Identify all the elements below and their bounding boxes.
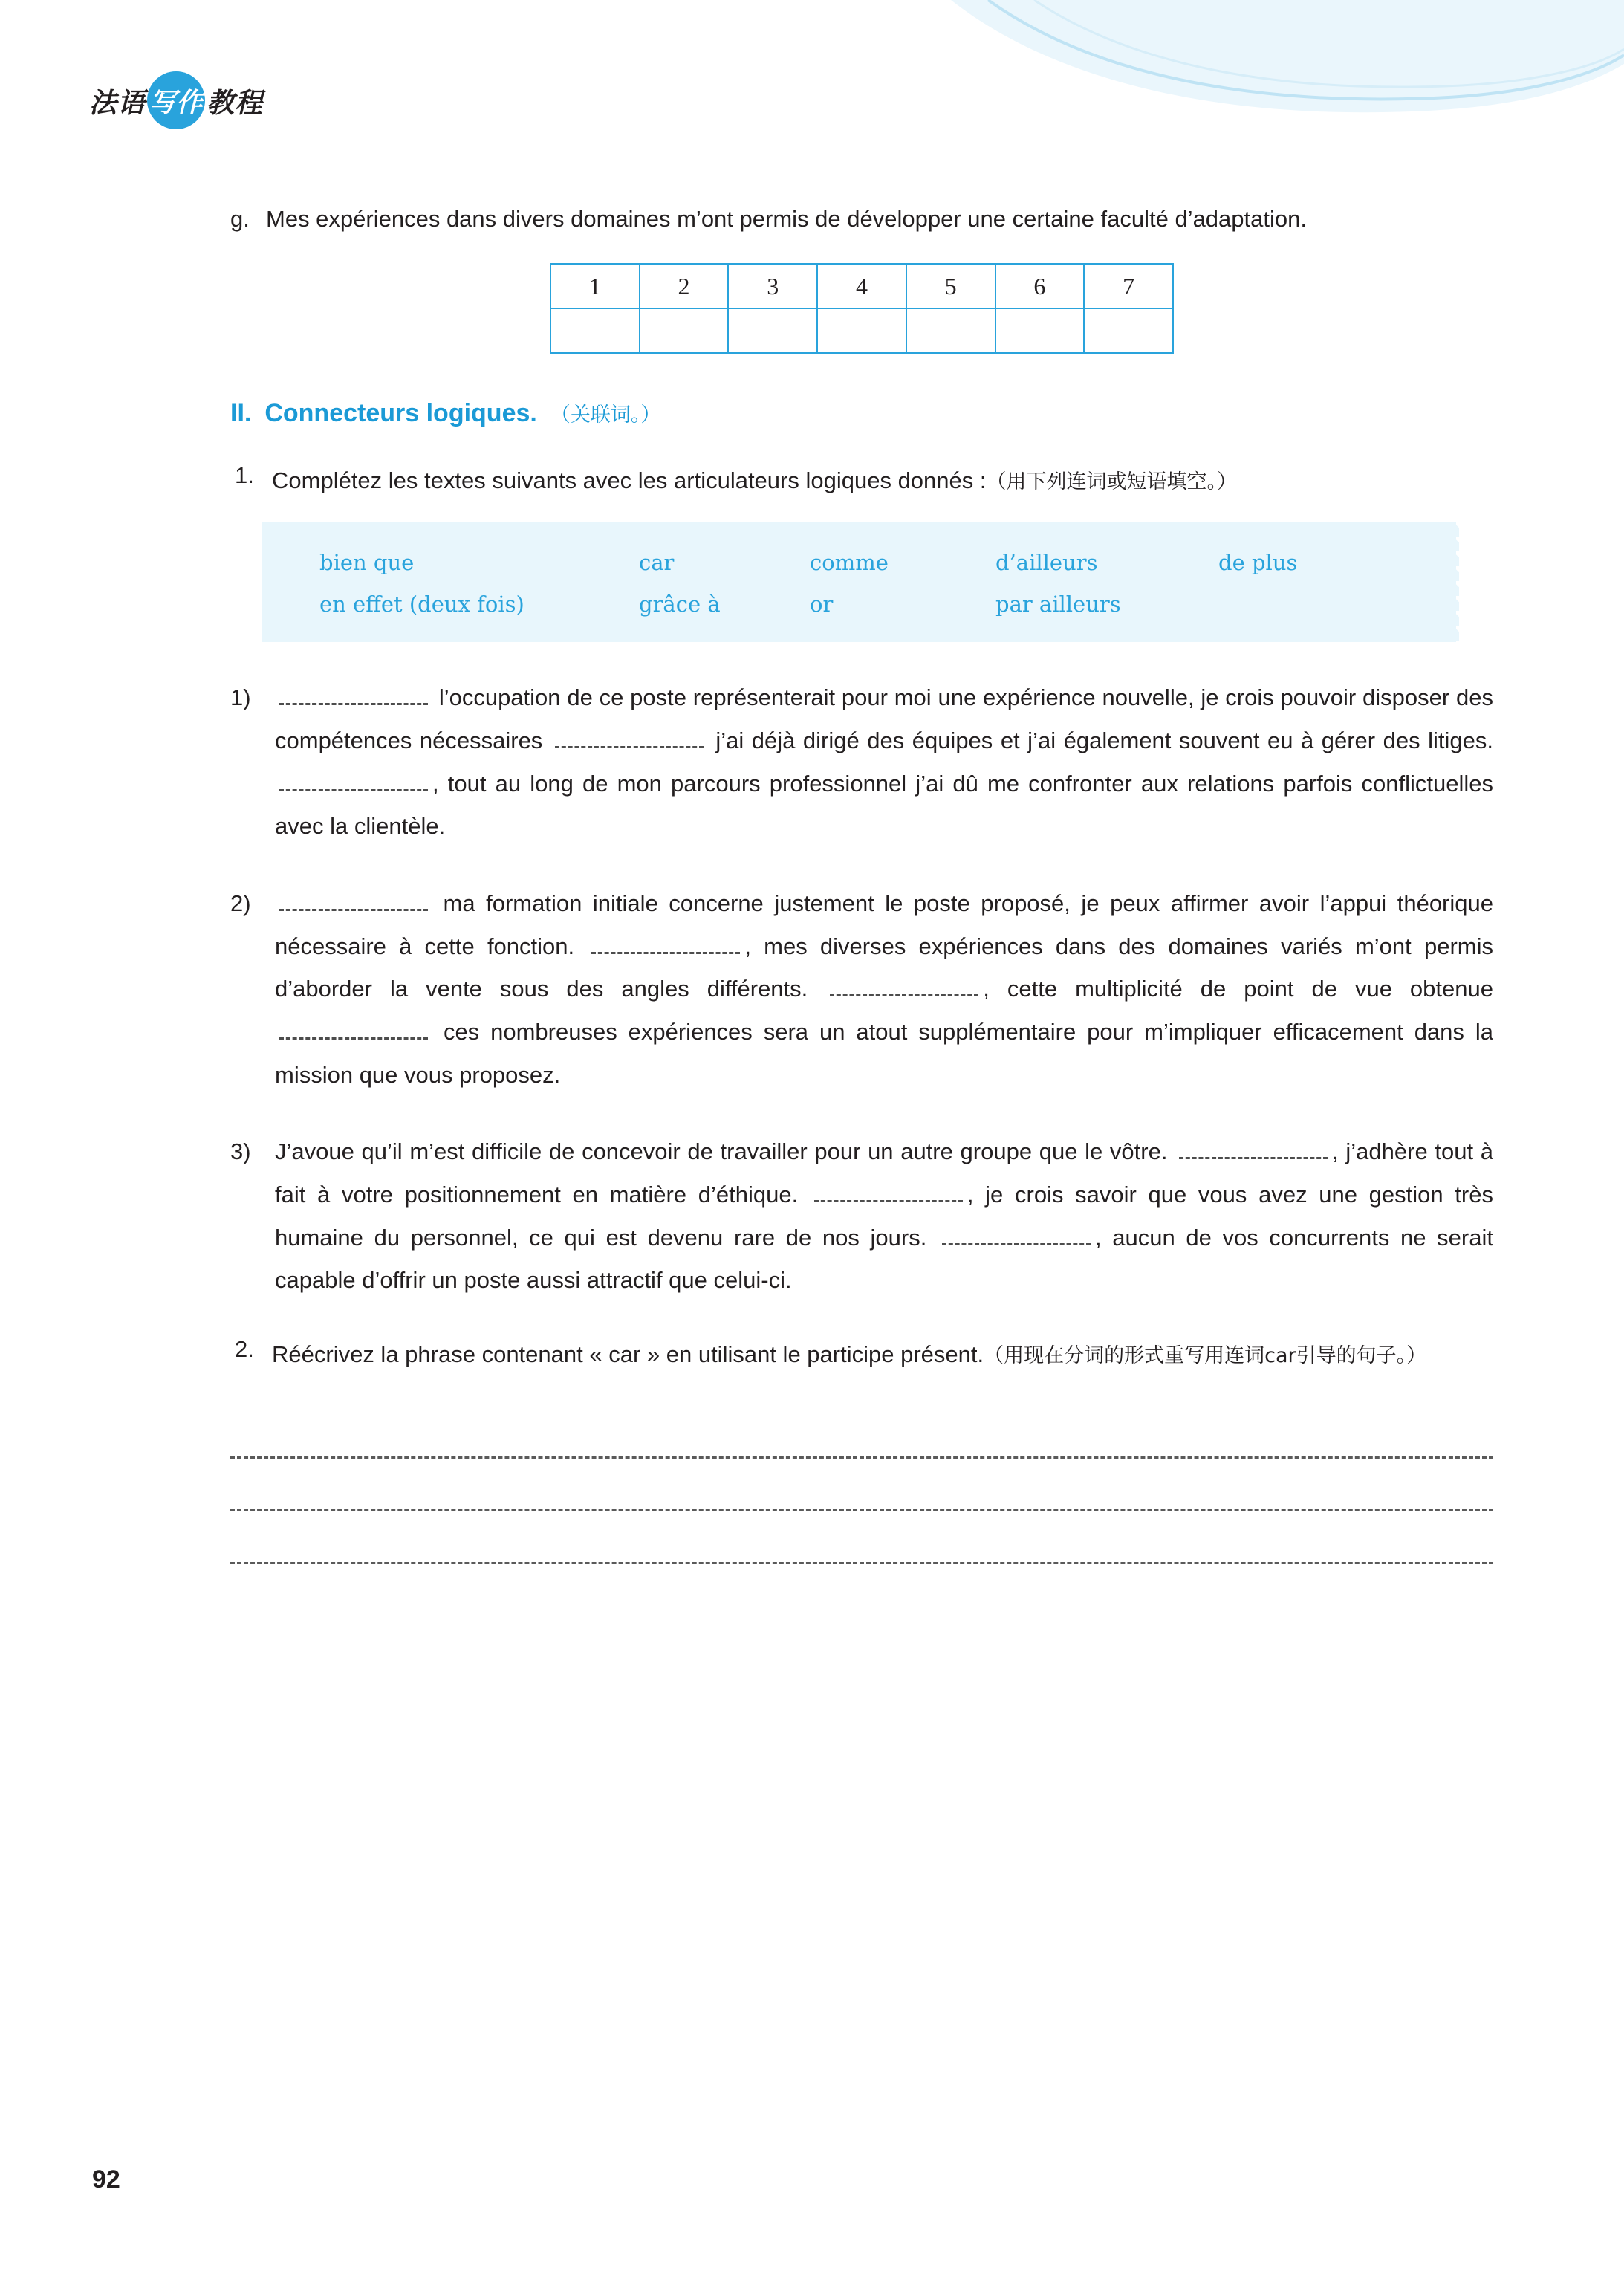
exercise-2-number: 2.	[235, 1335, 254, 1362]
fill-blank-input[interactable]	[555, 731, 704, 748]
table-cell-answer[interactable]	[550, 308, 640, 353]
answer-line[interactable]	[230, 1511, 1493, 1564]
exercise-1-title-chinese: （用下列连词或短语填空。）	[986, 470, 1237, 494]
item-g-marker: g.	[230, 206, 250, 232]
book-title-part2: 教程	[207, 87, 263, 119]
word-bank-row	[262, 550, 1459, 575]
word-bank-item[interactable]: car	[639, 550, 675, 576]
table-cell-answer[interactable]	[1084, 308, 1173, 353]
running-header	[89, 67, 263, 134]
table-cell-answer[interactable]	[817, 308, 906, 353]
fill-blank-input[interactable]	[1179, 1142, 1328, 1159]
exercise-1-number: 1.	[235, 462, 254, 489]
table-cell-number: 4	[817, 264, 906, 308]
fill-blank-input[interactable]	[814, 1185, 963, 1202]
table-row-answers	[550, 308, 1173, 353]
word-bank-item[interactable]: comme	[810, 550, 889, 576]
word-bank-item[interactable]: de plus	[1218, 550, 1298, 576]
item-g-text: Mes expériences dans divers domaines m’ont permis de développer une certaine faculté d’adaptation.	[266, 206, 1307, 232]
word-bank-item[interactable]: bien que	[319, 550, 415, 576]
fill-blank-item-3-seg1: J’avoue qu’il m’est difficile de concevoir de travailler pour un autre groupe que le vôtre.	[275, 1138, 1168, 1165]
table-cell-answer[interactable]	[906, 308, 995, 353]
book-title-part1: 法语	[89, 87, 146, 119]
word-bank-item[interactable]: grâce à	[639, 591, 721, 617]
word-bank-item[interactable]: d’ailleurs	[995, 550, 1098, 576]
exercise-1-title-block	[272, 462, 1493, 499]
table-cell-answer[interactable]	[728, 308, 817, 353]
table-cell-answer[interactable]	[640, 308, 729, 353]
fill-blank-item-1-number: 1)	[230, 684, 251, 711]
section-number: II.	[230, 399, 252, 428]
fill-blank-item-3-seg3: , je crois savoir que vous avez une gestion très humaine du personnel, ce qui est devenu rare de nos jours.	[275, 1181, 1493, 1251]
fill-blank-input[interactable]	[830, 979, 978, 996]
section-title-chinese: （关联词。）	[550, 403, 661, 427]
exercise-2-title-block	[272, 1336, 1493, 1373]
exercise-item-g	[230, 201, 1493, 238]
page-content	[230, 201, 1493, 1564]
fill-blank-item-2-seg3: , mes diverses expériences dans des domaines variés m’ont permis d’aborder la vente sous des angles différents.	[275, 933, 1493, 1002]
section-heading	[230, 398, 1493, 428]
answer-number-table	[550, 263, 1174, 354]
fill-blank-input[interactable]	[279, 688, 428, 705]
table-cell-number: 6	[995, 264, 1085, 308]
fill-blank-input[interactable]	[591, 937, 740, 954]
answer-writing-area	[230, 1406, 1493, 1564]
table-row-numbers	[550, 264, 1173, 308]
fill-blank-item-3-number: 3)	[230, 1138, 251, 1165]
fill-blank-input[interactable]	[279, 894, 428, 911]
exercise-1-title: Complétez les textes suivants avec les articulateurs logiques donnés :	[272, 467, 987, 494]
book-title-badge	[147, 71, 205, 129]
word-bank-item[interactable]: or	[810, 591, 834, 617]
table-cell-answer[interactable]	[995, 308, 1085, 353]
section-title: Connecteurs logiques.	[264, 399, 537, 428]
exercise-2-title-chinese: （用现在分词的形式重写用连词car引导的句子。）	[984, 1343, 1427, 1367]
word-bank-row	[262, 591, 1459, 617]
fill-blank-input[interactable]	[279, 1022, 428, 1040]
word-bank-item[interactable]: par ailleurs	[995, 591, 1121, 617]
book-title-badge-label: 写作	[149, 87, 203, 118]
word-bank-item[interactable]	[1218, 591, 1441, 617]
table-cell-number: 3	[728, 264, 817, 308]
fill-blank-item-2	[230, 882, 1493, 1096]
page-number: 92	[92, 2165, 120, 2194]
fill-blank-input[interactable]	[942, 1228, 1091, 1245]
fill-blank-item-1-seg4: , tout au long de mon parcours professionnel j’ai dû me confronter aux relations parfois conflictuelles avec la clientèle.	[275, 770, 1493, 840]
word-bank-item[interactable]: en effet (deux fois)	[319, 591, 524, 617]
table-cell-number: 7	[1084, 264, 1173, 308]
exercise-2-title: Réécrivez la phrase contenant « car » en utilisant le participe présent.	[272, 1341, 984, 1367]
answer-line[interactable]	[230, 1459, 1493, 1511]
fill-blank-input[interactable]	[279, 774, 428, 791]
fill-blank-item-3	[230, 1130, 1493, 1302]
exercise-1	[230, 462, 1493, 499]
answer-line[interactable]	[230, 1406, 1493, 1459]
word-bank	[262, 522, 1459, 642]
fill-blank-item-2-seg5: ces nombreuses expériences sera un atout supplémentaire pour m’impliquer efficacement dans la mission que vous proposez.	[275, 1019, 1493, 1088]
exercise-2	[230, 1336, 1493, 1373]
fill-blank-item-3-seg2: , j’adhère tout à fait à votre positionnement en matière d’éthique.	[275, 1138, 1493, 1208]
fill-blank-item-2-number: 2)	[230, 890, 251, 917]
fill-blank-item-3-seg4: , aucun de vos concurrents ne serait capable d’offrir un poste aussi attractif que celui-ci.	[275, 1224, 1493, 1294]
table-cell-number: 1	[550, 264, 640, 308]
fill-blank-item-1-seg2: l’occupation de ce poste représenterait pour moi une expérience nouvelle, je crois pouvoir disposer des compétences nécessaires	[275, 684, 1493, 754]
fill-blank-item-1-seg3: j’ai déjà dirigé des équipes et j’ai également souvent eu à gérer des litiges.	[715, 727, 1493, 754]
table-cell-number: 5	[906, 264, 995, 308]
fill-blank-item-1	[230, 676, 1493, 848]
fill-blank-item-2-seg4: , cette multiplicité de point de vue obtenue	[983, 976, 1493, 1002]
table-cell-number: 2	[640, 264, 729, 308]
fill-blank-item-2-seg2: ma formation initiale concerne justement le poste proposé, je peux affirmer avoir l’appui théorique nécessaire à cette fonction.	[275, 890, 1493, 959]
